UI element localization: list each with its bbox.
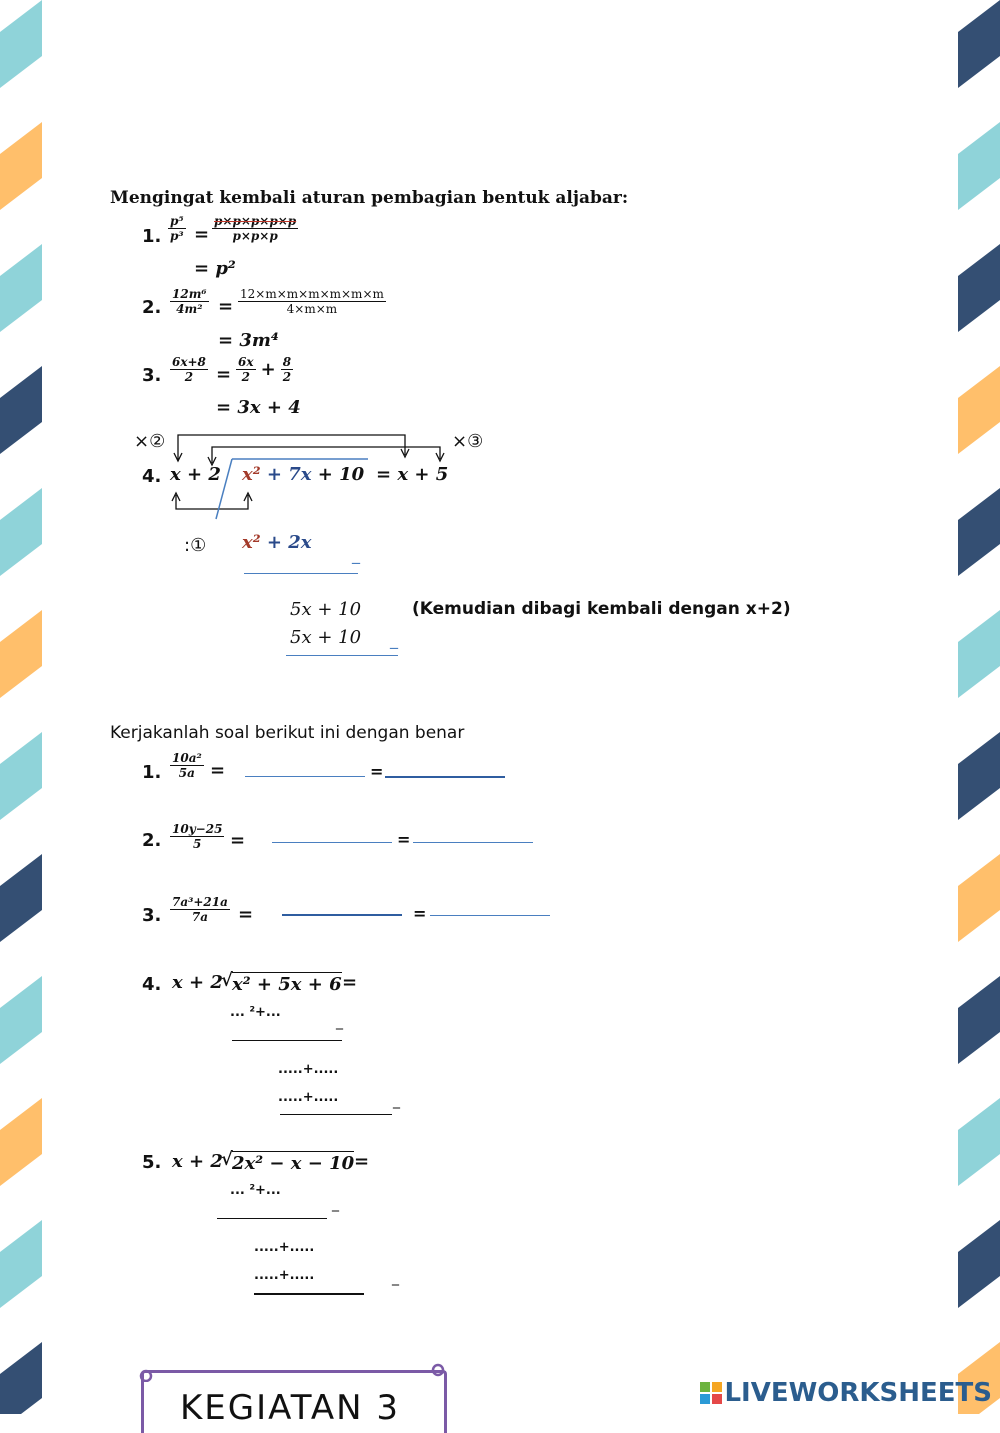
q1-number: 1. — [142, 762, 162, 783]
border-stripe — [958, 1098, 1000, 1186]
q2-number: 2. — [142, 830, 162, 851]
q1-equals-2: = — [370, 762, 384, 781]
q2-equals-2: = — [397, 830, 411, 849]
minus-sign-2: _ — [390, 630, 398, 649]
border-stripe — [958, 976, 1000, 1064]
q4-dividend: x² + 5x + 6 — [232, 974, 342, 995]
border-stripe — [958, 854, 1000, 942]
border-stripe — [0, 244, 42, 332]
kegiatan-title: KEGIATAN 3 — [180, 1388, 401, 1428]
q5-root-symbol: √ — [221, 1149, 233, 1170]
q1-equals: = — [210, 760, 226, 781]
review-item3-split: $\frac{6x}{2}$ + $\frac{8}{2}$ — [238, 355, 292, 384]
border-stripe — [958, 244, 1000, 332]
q4-step-b: .....+..... — [278, 1062, 339, 1077]
q3-equals: = — [238, 904, 254, 925]
q3-number: 3. — [142, 905, 162, 926]
dividend: x² + 7x + 10 — [242, 464, 365, 485]
review-item1-fraction: $\frac{\text{p⁵}}{\text{p³}}$ — [170, 214, 184, 243]
left-border-stripes — [0, 0, 42, 1414]
multiply-two-label: ×② — [134, 431, 166, 452]
q4-divisor: x + 2 — [172, 972, 223, 993]
multiply-three-label: ×③ — [452, 431, 484, 452]
review-item1-result: = p² — [194, 258, 236, 279]
q5-line-2 — [254, 1293, 364, 1295]
liveworksheets-logo — [700, 1378, 992, 1408]
border-stripe — [958, 610, 1000, 698]
q3-answer-blank-2[interactable] — [430, 915, 550, 916]
q3-fraction: $\frac{\text{7a³+21a}}{7a}$ — [172, 895, 228, 924]
q5-number: 5. — [142, 1152, 162, 1173]
q3-equals-2: = — [413, 904, 427, 923]
q5-step-a: ... ²+... — [230, 1183, 281, 1198]
right-border-stripes — [958, 0, 1000, 1414]
border-stripe — [0, 488, 42, 576]
border-stripe — [958, 488, 1000, 576]
border-stripe — [0, 1098, 42, 1186]
review-item3-equals: = — [216, 364, 232, 385]
brand-text: LIVEWORKSHEETS — [724, 1378, 992, 1408]
border-stripe — [0, 1342, 42, 1414]
quotient-result: = x + 5 — [376, 464, 449, 485]
minus-sign-1: _ — [352, 545, 360, 564]
q4-number: 4. — [142, 974, 162, 995]
q5-step-b: .....+..... — [254, 1240, 315, 1255]
q2-answer-blank-2[interactable] — [413, 842, 533, 843]
review-item2-number: 2. — [142, 297, 162, 318]
subtraction-line-1 — [244, 573, 358, 574]
liveworksheets-icon — [700, 1382, 722, 1404]
q3-answer-blank-1[interactable] — [282, 914, 402, 916]
border-stripe — [0, 122, 42, 210]
border-stripe — [0, 1220, 42, 1308]
border-stripe — [0, 610, 42, 698]
q1-answer-blank-2[interactable] — [385, 776, 505, 778]
q5-line-1 — [217, 1218, 327, 1219]
remainder-2: 5x + 10 — [290, 627, 362, 648]
review-item1-expansion: $\frac{p\times p\times p\times p\times p}{p\times p\times p}$ — [214, 214, 297, 243]
subtraction-line-2 — [286, 655, 398, 656]
q4-minus-1: _ — [336, 1014, 343, 1030]
review-item3-result: = 3x + 4 — [216, 397, 301, 418]
banner-scroll-curls — [136, 1362, 452, 1382]
q2-fraction: $\frac{10y-25}{5}$ — [172, 822, 223, 851]
review-item2-equals: = — [218, 296, 234, 317]
q5-divisor: x + 2 — [172, 1151, 223, 1172]
review-item3-number: 3. — [142, 365, 162, 386]
border-stripe — [0, 366, 42, 454]
q4-step-a: ... ²+... — [230, 1005, 281, 1020]
step1-label: :① — [184, 535, 207, 556]
review-item2-expansion: $\frac{12\times m\times m\times m\times m\times m\times m}{4\times m\times m}$ — [240, 287, 384, 316]
q2-equals: = — [230, 830, 246, 851]
border-stripe — [0, 0, 42, 88]
q4-minus-2: _ — [393, 1093, 400, 1109]
divisor: x + 2 — [170, 464, 221, 485]
q4-line-1 — [232, 1040, 342, 1041]
review-item4-number: 4. — [142, 466, 162, 487]
q4-equals: = — [342, 972, 358, 993]
q4-step-c: .....+..... — [278, 1090, 339, 1105]
q1-fraction: $\frac{\text{10a²}}{5a}$ — [172, 751, 202, 780]
review-item1-equals: = — [194, 224, 210, 245]
review-item3-fraction: $\frac{6x+8}{2}$ — [172, 355, 206, 384]
q2-answer-blank-1[interactable] — [272, 842, 392, 843]
q5-minus-1: _ — [332, 1196, 339, 1212]
q4-root-symbol: √ — [221, 970, 233, 991]
remainder-1: 5x + 10 — [290, 599, 362, 620]
border-stripe — [958, 366, 1000, 454]
q5-dividend: 2x² − x − 10 — [232, 1153, 355, 1174]
q5-equals: = — [354, 1151, 370, 1172]
exercise-heading: Kerjakanlah soal berikut ini dengan benar — [110, 723, 465, 743]
border-stripe — [958, 0, 1000, 88]
border-stripe — [0, 854, 42, 942]
border-stripe — [958, 732, 1000, 820]
q5-minus-2: _ — [392, 1270, 399, 1286]
review-heading: Mengingat kembali aturan pembagian bentuk aljabar: — [110, 188, 629, 208]
q1-answer-blank-1[interactable] — [245, 776, 365, 777]
border-stripe — [0, 976, 42, 1064]
review-item2-result: = 3m⁴ — [218, 330, 279, 351]
division-note: (Kemudian dibagi kembali dengan x+2) — [412, 599, 791, 619]
border-stripe — [0, 732, 42, 820]
q5-step-c: .....+..... — [254, 1268, 315, 1283]
border-stripe — [958, 122, 1000, 210]
q4-line-2 — [280, 1114, 392, 1115]
review-item2-fraction: $\frac{\text{12m⁶}}{\text{4m²}}$ — [172, 287, 207, 316]
border-stripe — [958, 1220, 1000, 1308]
review-item1-number: 1. — [142, 226, 162, 247]
step1-product: x² + 2x — [242, 532, 312, 553]
